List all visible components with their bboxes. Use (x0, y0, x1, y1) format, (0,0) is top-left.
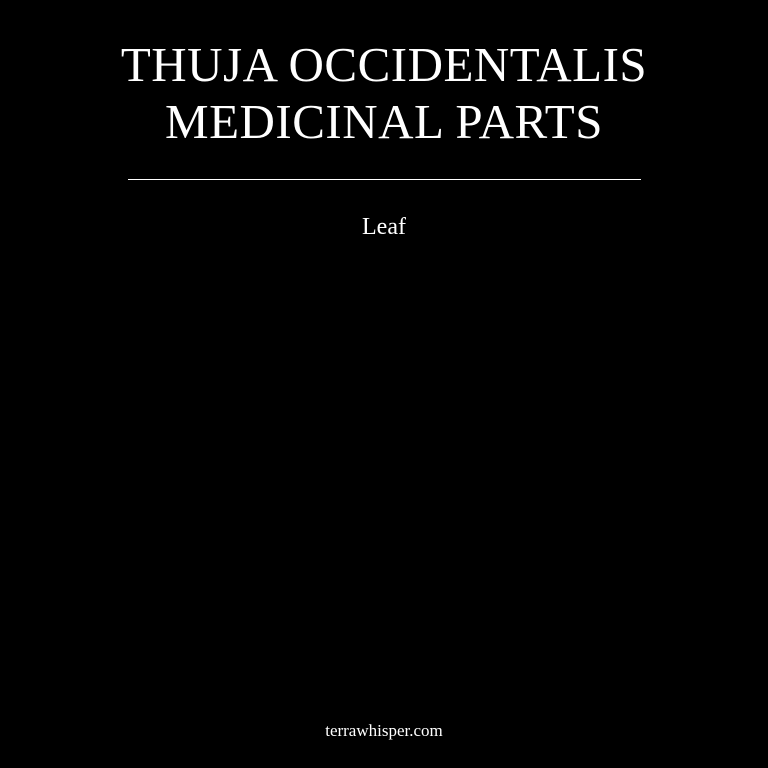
title-divider (128, 179, 641, 180)
medicinal-part-item: Leaf (362, 214, 406, 240)
page-title (0, 36, 768, 150)
medicinal-parts-list (0, 210, 768, 244)
page-title-line-2: MEDICINAL PARTS (165, 94, 603, 149)
site-credit: terrawhisper.com (325, 721, 443, 740)
page-title-line-1: THUJA OCCIDENTALIS (120, 37, 648, 92)
